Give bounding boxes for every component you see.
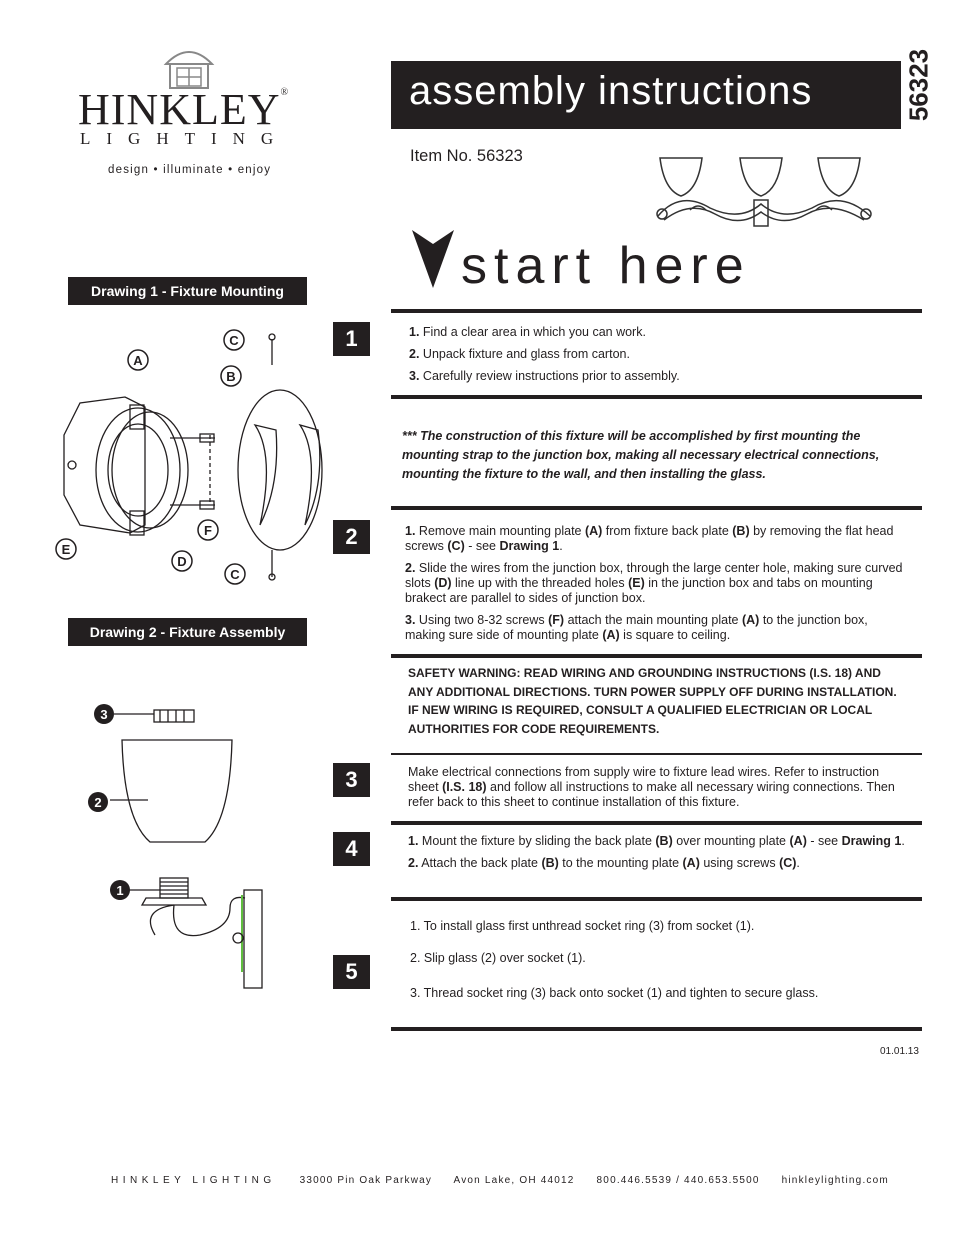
rule <box>391 654 922 658</box>
logo-lantern-icon <box>160 44 218 90</box>
rule <box>391 821 922 825</box>
drawing2-callout-1: 1 <box>116 883 124 898</box>
step5-item: 3. Thread socket ring (3) back onto socket (1) and tighten to secure glass. <box>410 986 819 1000</box>
revision-date: 01.01.13 <box>880 1046 919 1057</box>
drawing1-callout-c-bottom: C <box>230 567 240 582</box>
item-number: Item No. 56323 <box>410 147 523 165</box>
step5-item: 2. Slip glass (2) over socket (1). <box>410 951 586 965</box>
start-arrow-icon <box>408 228 458 290</box>
logo-subtitle: LIGHTING <box>80 129 290 148</box>
step2-text <box>405 524 910 650</box>
rule <box>391 1027 922 1031</box>
drawing1-label: Drawing 1 - Fixture Mounting <box>68 277 307 305</box>
step1-item: 1. Find a clear area in which you can work. <box>409 325 646 339</box>
step1-item: 2. Unpack fixture and glass from carton. <box>409 347 630 361</box>
rule <box>391 506 922 510</box>
drawing2-label: Drawing 2 - Fixture Assembly <box>68 618 307 646</box>
step-badge-5: 5 <box>333 955 370 989</box>
step4-text <box>408 834 908 878</box>
drawing1-callout-b: B <box>226 369 236 384</box>
safety-warning: SAFETY WARNING: READ WIRING AND GROUNDING INSTRUCTIONS (I.S. 18) AND ANY ADDITIONAL DIRECTIONS. TURN POWER SUPPLY OFF DURING INSTALLATION. IF NEW WIRING IS REQUIRED, CONSULT A QUALIFIED ELECTRICIAN OR LOCAL AUTHORITIES FOR CODE REQUIREMENTS. <box>408 666 897 736</box>
logo-tagline: design • illuminate • enjoy <box>108 164 272 176</box>
drawing2-callout-2: 2 <box>94 795 102 810</box>
side-item-number: 56323 <box>903 48 934 122</box>
drawing1-callout-d: D <box>177 554 187 569</box>
product-illustration <box>650 150 880 235</box>
drawing2-callout-3: 3 <box>100 707 108 722</box>
drawing1-fixture-mounting <box>50 325 350 590</box>
start-here-heading: start here <box>461 237 751 295</box>
title-bar <box>391 61 901 129</box>
footer-city: Avon Lake, OH 44012 <box>453 1175 575 1186</box>
rule <box>391 309 922 313</box>
rule <box>391 753 922 755</box>
step2-item: 3. Using two 8-32 screws (F) attach the main mounting plate (A) to the junction box, making sure side of mounting plate (A) is square to ceiling. <box>405 613 868 642</box>
footer-phone: 800.446.5539 / 440.653.5500 <box>596 1175 760 1186</box>
drawing1-callout-e: E <box>61 542 71 557</box>
step2-item: 1. Remove main mounting plate (A) from fixture back plate (B) by removing the flat head screws (C) - see Drawing 1. <box>405 524 894 553</box>
step4-item: 2. Attach the back plate (B) to the mounting plate (A) using screws (C). <box>408 856 800 870</box>
step-badge-4: 4 <box>333 832 370 866</box>
footer-website-link[interactable]: hinkleylighting.com <box>781 1175 889 1186</box>
step2-item: 2. Slide the wires from the junction box, through the large center hole, making sure curved slots (D) line up with the threaded holes (E) in the junction box and tabs on mounting brakect are parallel to sides of junction box. <box>405 561 903 605</box>
construction-note: *** The construction of this fixture will be accomplished by first mounting the mounting strap to the junction box, making all necessary electrical connections, mounting the fixture to the wall, and then installing the glass. <box>402 429 880 481</box>
step5-item: 1. To install glass first unthread socket ring (3) from socket (1). <box>410 919 755 933</box>
drawing2-fixture-assembly <box>80 700 280 995</box>
drawing1-callout-c-top: C <box>229 333 239 348</box>
rule <box>391 395 922 399</box>
rule <box>391 897 922 901</box>
logo-wordmark: HINKLEY® <box>78 85 290 134</box>
drawing1-callout-a: A <box>133 353 143 368</box>
step1-item: 3. Carefully review instructions prior to assembly. <box>409 369 680 383</box>
step4-item: 1. Mount the fixture by sliding the back plate (B) over mounting plate (A) - see Drawing 1. <box>408 834 905 848</box>
footer-brand: HINKLEY LIGHTING <box>111 1175 276 1186</box>
footer <box>111 1175 907 1186</box>
step1-text <box>409 325 909 391</box>
step-badge-3: 3 <box>333 763 370 797</box>
step-badge-2: 2 <box>333 520 370 554</box>
step3-text <box>408 765 908 817</box>
step3-paragraph: Make electrical connections from supply wire to fixture lead wires. Refer to instruction sheet (I.S. 18) and follow all instructions to make all necessary wiring connections. Then refer back to this sheet to continue installation of this fixture. <box>408 765 895 809</box>
page-title: assembly instructions <box>409 69 813 113</box>
step-badge-1: 1 <box>333 322 370 356</box>
footer-address: 33000 Pin Oak Parkway <box>299 1175 433 1186</box>
drawing1-callout-f: F <box>204 523 212 538</box>
